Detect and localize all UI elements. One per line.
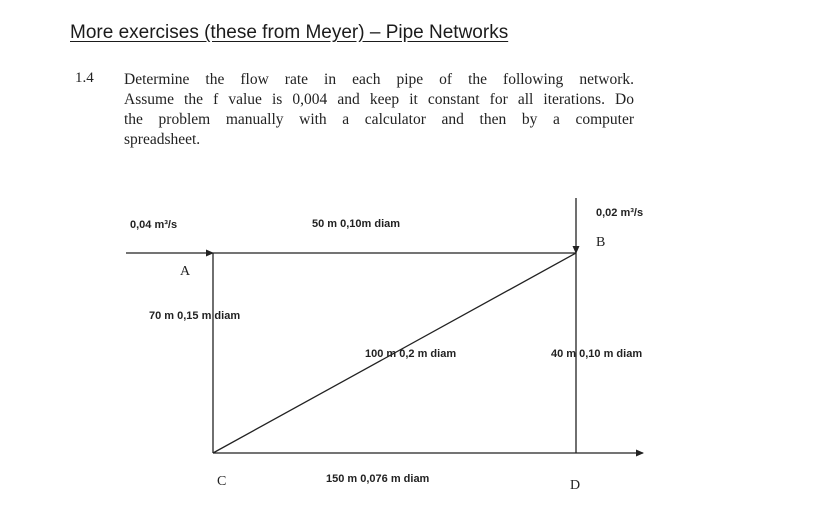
- pipe-ab-label: 50 m 0,10m diam: [312, 218, 401, 230]
- exercise-line: Assume the f value is 0,004 and keep it constant for all iterations. Do: [124, 91, 634, 108]
- pipe-cd-label: 150 m 0,076 m diam: [326, 473, 430, 485]
- pipe-ac-label: 70 m 0,15 m diam: [149, 310, 241, 322]
- page-heading: More exercises (these from Meyer) – Pipe Networks: [70, 22, 509, 43]
- exercise-line: spreadsheet.: [124, 131, 201, 148]
- node-c-label: C: [217, 474, 227, 489]
- node-b-label: B: [596, 235, 606, 250]
- pipe-bd-label: 40 m 0,10 m diam: [551, 348, 643, 360]
- node-d-label: D: [570, 478, 581, 493]
- outflow-label: 0,02 m³/s: [596, 207, 644, 219]
- exercise-line: Determine the flow rate in each pipe of the following network.: [124, 71, 634, 88]
- exercise-line: the problem manually with a calculator and then by a computer: [124, 111, 634, 128]
- pipe-cb-label: 100 m 0,2 m diam: [365, 348, 457, 360]
- inflow-label: 0,04 m³/s: [130, 219, 178, 231]
- node-a-label: A: [180, 264, 191, 279]
- exercise-number: 1.4: [75, 70, 94, 86]
